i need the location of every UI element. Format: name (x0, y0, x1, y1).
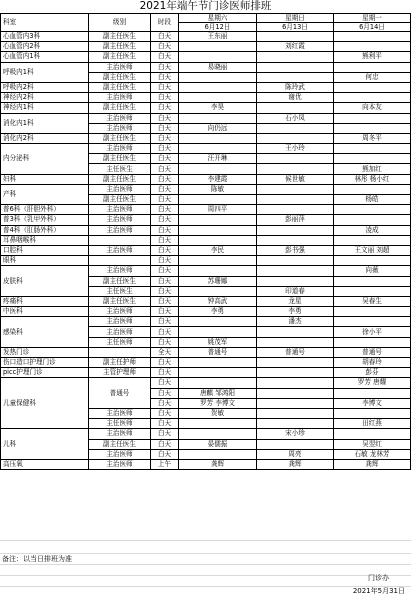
day3-cell: 石敏 龙林芳 (334, 449, 411, 459)
dept-cell: 口腔科 (1, 245, 89, 255)
day2-cell (257, 388, 334, 398)
level-cell: 主任医师 (89, 419, 151, 429)
dept-cell: 心血管内3科 (1, 32, 89, 42)
day2-cell: 李勇 (257, 307, 334, 317)
day3-cell: 吴春生 (334, 296, 411, 306)
day2-cell (257, 266, 334, 276)
day2-date: 6月13日 (257, 23, 334, 32)
day3-cell: 罗芳 唐耀 (334, 378, 411, 388)
table-row (1, 429, 411, 439)
day3-cell: 向本友 (334, 103, 411, 113)
day1-cell: 苏珊娜 (179, 276, 257, 286)
period-cell: 白天 (151, 235, 179, 245)
table-row (1, 174, 411, 184)
day1-cell: 钟高武 (179, 296, 257, 306)
level-cell: 副主任医生 (89, 154, 151, 164)
day3-cell (334, 144, 411, 154)
day3-cell: 林彤 杨小红 (334, 174, 411, 184)
level-cell: 主治医师 (89, 225, 151, 235)
day1-cell: 姚茂军 (179, 337, 257, 347)
dept-cell: 心血管内1科 (1, 52, 89, 62)
day1-cell (179, 144, 257, 154)
day3-cell (334, 408, 411, 418)
period-cell: 白天 (151, 245, 179, 255)
day1-cell (179, 225, 257, 235)
day1-cell (179, 317, 257, 327)
level-cell: 副主任医生 (89, 82, 151, 92)
period-cell: 白天 (151, 103, 179, 113)
period-cell: 白天 (151, 408, 179, 418)
level-cell: 主治医师 (89, 113, 151, 123)
dept-cell: 普3科（乳甲外科） (1, 215, 89, 225)
day3-cell (334, 317, 411, 327)
level-cell: 主治医师 (89, 144, 151, 154)
day2-cell (257, 398, 334, 408)
day1-cell (179, 133, 257, 143)
day3-cell: 彭芬 (334, 368, 411, 378)
day3-cell (334, 215, 411, 225)
day1-cell (179, 327, 257, 337)
footer-office: 门诊办 (368, 574, 389, 582)
day1-cell (179, 195, 257, 205)
day2-cell (257, 32, 334, 42)
period-cell: 上午 (151, 459, 179, 469)
day2-cell: 印道春 (257, 286, 334, 296)
dept-cell: 高压氧 (1, 459, 89, 469)
period-cell: 白天 (151, 388, 179, 398)
day3-cell: 周冬平 (334, 133, 411, 143)
table-row (1, 42, 411, 52)
day2-week: 星期日 (257, 14, 334, 23)
dept-cell: 发热门诊 (1, 347, 89, 357)
table-row (1, 266, 411, 276)
day1-date: 6月12日 (179, 23, 257, 32)
day1-cell: 李民 (179, 245, 257, 255)
day1-cell (179, 429, 257, 439)
dept-header: 科室 (1, 14, 89, 32)
day2-cell: 彭丽萍 (257, 215, 334, 225)
period-cell: 白天 (151, 307, 179, 317)
level-cell: 副主任医生 (89, 52, 151, 62)
day2-cell (257, 358, 334, 368)
day3-cell (334, 42, 411, 52)
level-cell (89, 256, 151, 266)
table-row (1, 256, 411, 266)
day2-cell (257, 368, 334, 378)
period-cell: 白天 (151, 72, 179, 82)
day3-cell (334, 154, 411, 164)
day2-cell (257, 439, 334, 449)
day2-cell: 周亮 (257, 449, 334, 459)
dept-cell: 神经内2科 (1, 93, 89, 103)
page-title: 2021年端午节门诊医师排班 (139, 0, 272, 12)
day1-cell (179, 378, 257, 388)
day1-cell (179, 419, 257, 429)
day1-week: 星期六 (179, 14, 257, 23)
day1-cell (179, 266, 257, 276)
period-cell: 白天 (151, 32, 179, 42)
day1-cell (179, 358, 257, 368)
period-cell: 白天 (151, 215, 179, 225)
period-cell: 全天 (151, 347, 179, 357)
period-cell: 白天 (151, 133, 179, 143)
day1-cell: 李建霞 (179, 174, 257, 184)
day2-cell: 普通号 (257, 347, 334, 357)
day2-cell: 刘红霞 (257, 42, 334, 52)
day3-cell: 龚辉 (334, 459, 411, 469)
day2-cell (257, 184, 334, 194)
level-cell: 主治医师 (89, 449, 151, 459)
day2-cell: 龙星 (257, 296, 334, 306)
day3-cell: 熊加红 (334, 164, 411, 174)
table-row (1, 235, 411, 245)
level-cell: 副主任医生 (89, 276, 151, 286)
table-row (1, 358, 411, 368)
table-row (1, 215, 411, 225)
level-cell: 主治医师 (89, 205, 151, 215)
day3-cell: 向薇 (334, 266, 411, 276)
day2-cell (257, 133, 334, 143)
day3-date: 6月14日 (334, 23, 411, 32)
day1-cell (179, 256, 257, 266)
day1-cell: 晏儒振 (179, 439, 257, 449)
day1-cell: 龚辉 (179, 459, 257, 469)
dept-cell: picc护理门诊 (1, 368, 89, 378)
day1-cell: 李昊 (179, 103, 257, 113)
day3-cell (334, 184, 411, 194)
table-row (1, 368, 411, 378)
day3-cell (334, 276, 411, 286)
day1-cell (179, 164, 257, 174)
day3-cell: 凌成 (334, 225, 411, 235)
dept-cell: 呼吸内1科 (1, 62, 89, 82)
day2-cell: 王小玲 (257, 144, 334, 154)
day1-cell: 易晓丽 (179, 62, 257, 72)
day2-cell (257, 327, 334, 337)
level-cell (89, 347, 151, 357)
level-cell (89, 235, 151, 245)
day2-cell: 候世敏 (257, 174, 334, 184)
period-cell: 白天 (151, 419, 179, 429)
day1-cell: 李勇 (179, 307, 257, 317)
period-cell: 白天 (151, 195, 179, 205)
day1-cell (179, 52, 257, 62)
day2-cell (257, 225, 334, 235)
day3-cell: 杨皓 (334, 195, 411, 205)
period-cell: 白天 (151, 398, 179, 408)
period-cell: 白天 (151, 317, 179, 327)
day1-cell (179, 449, 257, 459)
level-cell: 副主任医生 (89, 72, 151, 82)
day2-cell (257, 205, 334, 215)
period-cell: 白天 (151, 164, 179, 174)
day3-cell: 李博文 (334, 398, 411, 408)
table-row (1, 225, 411, 235)
dept-cell: 儿科 (1, 429, 89, 460)
day1-cell: 周四平 (179, 205, 257, 215)
day1-cell (179, 82, 257, 92)
level-cell: 主治医师 (89, 317, 151, 327)
table-row (1, 52, 411, 62)
level-cell: 主治医师 (89, 327, 151, 337)
day3-cell (334, 205, 411, 215)
day3-cell (334, 307, 411, 317)
table-row (1, 133, 411, 143)
footer-date: 2021年5月31日 (352, 587, 405, 595)
day2-cell (257, 164, 334, 174)
level-cell: 副主任医生 (89, 174, 151, 184)
level-cell: 主任医生 (89, 286, 151, 296)
period-cell: 白天 (151, 286, 179, 296)
day1-cell: 汪开琳 (179, 154, 257, 164)
level-cell: 主任医师 (89, 337, 151, 347)
table-row (1, 459, 411, 469)
dept-cell: 呼吸内2科 (1, 82, 89, 92)
day3-cell (334, 123, 411, 133)
dept-cell: 产科 (1, 184, 89, 204)
day2-cell (257, 103, 334, 113)
table-row (1, 317, 411, 327)
period-cell: 白天 (151, 184, 179, 194)
day3-cell: 熊利平 (334, 52, 411, 62)
period-cell: 白天 (151, 449, 179, 459)
period-cell: 白天 (151, 205, 179, 215)
day1-cell: 普通号 (179, 347, 257, 357)
day2-cell (257, 62, 334, 72)
day2-cell (257, 235, 334, 245)
day2-cell (257, 72, 334, 82)
table-row (1, 307, 411, 317)
day3-cell (334, 337, 411, 347)
level-cell: 主治医师 (89, 459, 151, 469)
day3-week: 星期一 (334, 14, 411, 23)
day2-cell: 谢优 (257, 93, 334, 103)
table-row (1, 103, 411, 113)
dept-cell: 消化内1科 (1, 113, 89, 133)
level-cell: 主治医师 (89, 266, 151, 276)
day2-cell: 陈玲武 (257, 82, 334, 92)
day3-cell (334, 93, 411, 103)
period-cell: 白天 (151, 52, 179, 62)
table-row (1, 296, 411, 306)
table-row (1, 378, 411, 388)
day1-cell: 王东丽 (179, 32, 257, 42)
level-cell: 主治医师 (89, 93, 151, 103)
table-row (1, 93, 411, 103)
period-cell: 白天 (151, 42, 179, 52)
day3-cell: 王文丽 刘超 (334, 245, 411, 255)
period-cell: 白天 (151, 429, 179, 439)
day1-cell (179, 368, 257, 378)
dept-cell: 皮肤科 (1, 266, 89, 297)
period-cell: 白天 (151, 113, 179, 123)
dept-cell: 普6科（肝胆外科） (1, 205, 89, 215)
level-cell: 副主任医生 (89, 296, 151, 306)
dept-cell: 妇科 (1, 174, 89, 184)
table-row (1, 32, 411, 42)
level-cell: 主治医师 (89, 184, 151, 194)
level-cell: 主治医师 (89, 123, 151, 133)
day1-cell (179, 113, 257, 123)
day1-cell: 陈敏 (179, 184, 257, 194)
table-row (1, 144, 411, 154)
dept-cell: 眼科 (1, 256, 89, 266)
dept-cell: 普4科（肛肠外科） (1, 225, 89, 235)
day3-cell (334, 429, 411, 439)
dept-cell: 内分泌科 (1, 144, 89, 175)
period-cell: 白天 (151, 174, 179, 184)
table-row (1, 245, 411, 255)
table-row (1, 113, 411, 123)
level-cell: 主任医生 (89, 164, 151, 174)
day2-cell (257, 419, 334, 429)
day1-cell (179, 72, 257, 82)
level-cell: 副主任医生 (89, 133, 151, 143)
level-cell: 副主任医生 (89, 195, 151, 205)
schedule-table (0, 13, 411, 470)
period-cell: 白天 (151, 378, 179, 388)
level-cell: 普通号 (89, 378, 151, 409)
day3-cell (334, 256, 411, 266)
day2-cell (257, 123, 334, 133)
dept-cell: 感染科 (1, 317, 89, 348)
period-cell: 白天 (151, 225, 179, 235)
day2-cell (257, 378, 334, 388)
level-cell: 主治医师 (89, 307, 151, 317)
day2-cell (257, 408, 334, 418)
level-cell: 主治医师 (89, 245, 151, 255)
dept-cell: 中医科 (1, 307, 89, 317)
level-cell: 副主任医生 (89, 439, 151, 449)
day1-cell: 罗芳 李博文 (179, 398, 257, 408)
level-cell: 副主任医生 (89, 42, 151, 52)
period-cell: 白天 (151, 144, 179, 154)
day3-cell: 田红燕 (334, 419, 411, 429)
day3-cell (334, 113, 411, 123)
period-cell: 白天 (151, 358, 179, 368)
day3-cell: 普通号 (334, 347, 411, 357)
day3-cell (334, 286, 411, 296)
level-cell: 主治医师 (89, 408, 151, 418)
period-cell: 白天 (151, 256, 179, 266)
footer (0, 540, 411, 600)
day1-cell: 向仍远 (179, 123, 257, 133)
table-row (1, 347, 411, 357)
period-cell: 白天 (151, 296, 179, 306)
day2-cell: 潘杰 (257, 317, 334, 327)
dept-cell: 儿童保健科 (1, 378, 89, 429)
day1-cell (179, 286, 257, 296)
table-row (1, 62, 411, 72)
period-cell: 白天 (151, 123, 179, 133)
day2-cell: 彭书强 (257, 245, 334, 255)
day3-cell: 何忠 (334, 72, 411, 82)
level-cell: 主治医师 (89, 429, 151, 439)
day1-cell: 贺敏 (179, 408, 257, 418)
period-cell: 白天 (151, 93, 179, 103)
table-row (1, 205, 411, 215)
day3-cell: 胡春玲 (334, 358, 411, 368)
day3-cell (334, 32, 411, 42)
period-cell: 白天 (151, 276, 179, 286)
period-cell: 白天 (151, 439, 179, 449)
day3-cell (334, 62, 411, 72)
period-cell: 白天 (151, 154, 179, 164)
period-cell: 白天 (151, 62, 179, 72)
period-cell: 白天 (151, 368, 179, 378)
level-header: 级别 (89, 14, 151, 32)
day3-cell: 吴翌红 (334, 439, 411, 449)
level-cell: 副主任医生 (89, 103, 151, 113)
day1-cell: 唐麒 邹鸿阳 (179, 388, 257, 398)
period-cell: 白天 (151, 266, 179, 276)
dept-cell: 伤口造口护理门诊 (1, 358, 89, 368)
day2-cell: 龚辉 (257, 459, 334, 469)
day3-cell: 徐小平 (334, 327, 411, 337)
day3-cell (334, 82, 411, 92)
day2-cell (257, 195, 334, 205)
level-cell: 主治医师 (89, 215, 151, 225)
dept-cell: 消化内2科 (1, 133, 89, 143)
level-cell: 主治医师 (89, 62, 151, 72)
table-row (1, 82, 411, 92)
table-row (1, 184, 411, 194)
day2-cell: 石小凤 (257, 113, 334, 123)
day1-cell (179, 42, 257, 52)
day1-cell (179, 235, 257, 245)
day2-cell (257, 256, 334, 266)
footer-note: 备注：以当日排班为准 (2, 555, 72, 563)
period-cell: 白天 (151, 337, 179, 347)
period-cell: 白天 (151, 82, 179, 92)
dept-cell: 神经内1科 (1, 103, 89, 113)
table-body (1, 32, 411, 470)
level-cell: 副主任医生 (89, 32, 151, 42)
level-cell: 副主任护师 (89, 358, 151, 368)
day2-cell: 宋小珍 (257, 429, 334, 439)
dept-cell: 耳鼻咽喉科 (1, 235, 89, 245)
day3-cell (334, 388, 411, 398)
day2-cell (257, 154, 334, 164)
dept-cell: 心血管内2科 (1, 42, 89, 52)
day1-cell (179, 93, 257, 103)
table-header-row-1 (1, 14, 411, 23)
period-header: 时段 (151, 14, 179, 32)
level-cell: 主管护理师 (89, 368, 151, 378)
day1-cell (179, 215, 257, 225)
dept-cell: 疼痛科 (1, 296, 89, 306)
period-cell: 白天 (151, 327, 179, 337)
day2-cell (257, 276, 334, 286)
day2-cell (257, 52, 334, 62)
day2-cell (257, 337, 334, 347)
day3-cell (334, 235, 411, 245)
